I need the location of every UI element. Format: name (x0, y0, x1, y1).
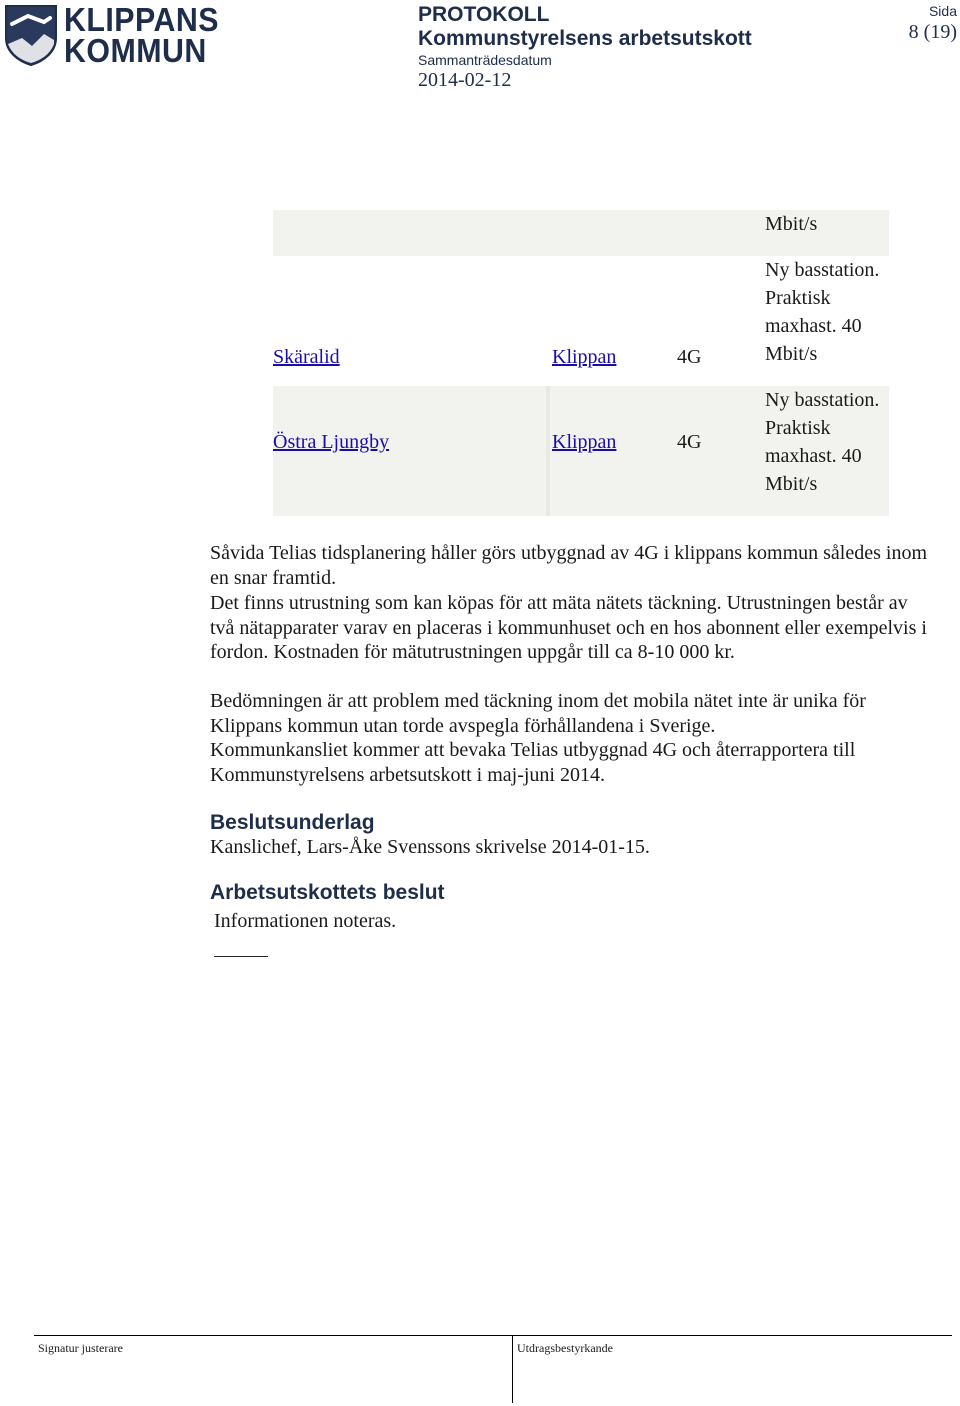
meeting-date: 2014-02-12 (418, 69, 512, 91)
table-row (273, 210, 889, 256)
paragraph-underlag: Kanslichef, Lars-Åke Svenssons skrivelse 2014-01-15. (210, 836, 650, 858)
signature-label: Signatur justerare (38, 1341, 123, 1355)
table-cell-desc (765, 256, 889, 368)
paragraph-schedule: Såvida Telias tidsplanering håller görs utbyggnad av 4G i klippans kommun således inom en snar framtid. (210, 542, 928, 589)
column-divider (546, 386, 550, 516)
logo-line2: KOMMUN (64, 32, 207, 69)
paragraph-assessment: Bedömningen är att problem med täckning inom det mobila nätet inte är unika för Klippans kommun utan torde avspegla förhållandena i Sverige. (210, 690, 866, 737)
kommun-link[interactable]: Klippan (552, 346, 617, 368)
network-type: 4G (677, 346, 702, 368)
paragraph-equipment: Det finns utrustning som kan köpas för att mäta nätets täckning. Utrustningen består av två nätapparater varav en placeras i kommunhuset och en hos abonnent eller exempelvis i fordon. Kostnaden för mätutrustningen uppgår till ca 8-10 000 kr. (210, 592, 927, 663)
kommun-logo (4, 1, 224, 69)
document-subtitle: Kommunstyrelsens arbetsutskott (418, 27, 752, 50)
location-link-skaralid[interactable]: Skäralid (273, 346, 340, 368)
desc-line: Mbit/s (765, 473, 818, 495)
table-row (273, 256, 889, 386)
footer-divider (34, 1335, 952, 1336)
heading-beslut: Arbetsutskottets beslut (210, 881, 445, 904)
desc-line: Ny basstation. (765, 259, 880, 281)
shield-logo-icon (4, 4, 58, 66)
page-number: 8 (19) (908, 21, 957, 43)
desc-line: Ny basstation. (765, 389, 880, 411)
footer-column-divider (512, 1335, 513, 1403)
desc-line: Praktisk (765, 287, 831, 309)
extract-certification-label: Utdragsbestyrkande (517, 1341, 613, 1355)
page-label: Sida (928, 3, 957, 19)
desc-line: maxhast. 40 (765, 445, 862, 467)
logo-text (64, 1, 219, 69)
network-type: 4G (677, 431, 702, 453)
desc-line: Mbit/s (765, 343, 818, 365)
desc-line: Praktisk (765, 417, 831, 439)
table-cell-desc: Mbit/s (765, 213, 818, 235)
document-title: PROTOKOLL (418, 3, 550, 26)
meeting-date-label: Sammanträdesdatum (418, 52, 552, 68)
end-divider (214, 956, 268, 957)
coverage-table (273, 210, 889, 516)
heading-beslutsunderlag: Beslutsunderlag (210, 811, 375, 834)
location-link-ostra-ljungby[interactable]: Östra Ljungby (273, 431, 390, 453)
paragraph-followup: Kommunkansliet kommer att bevaka Telias utbyggnad 4G och återrapportera till Kommunstyrelsens arbetsutskott i maj-juni 2014. (210, 739, 856, 786)
desc-line: maxhast. 40 (765, 315, 862, 337)
kommun-link[interactable]: Klippan (552, 431, 617, 453)
paragraph-beslut: Informationen noteras. (214, 910, 397, 932)
table-row (273, 386, 889, 516)
table-cell-desc (765, 386, 889, 498)
logo-line1: KLIPPANS (64, 1, 219, 38)
